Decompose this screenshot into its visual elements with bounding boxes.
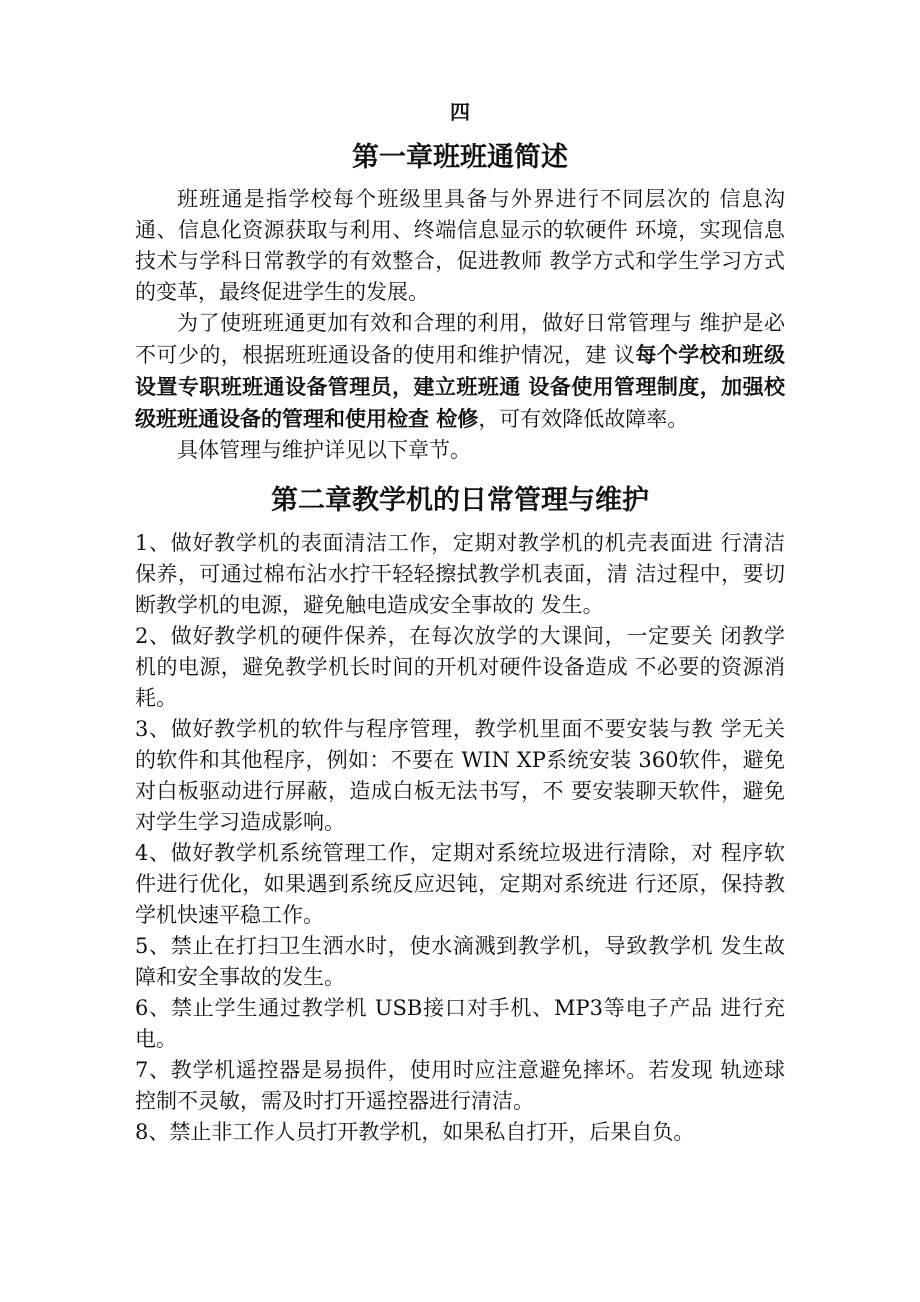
chapter-2-body [135, 528, 785, 1148]
chapter-1-body [135, 184, 785, 466]
paragraph-2-start: 为了使班班通更加有效和合理的利用，做好日常管理与 维护是必不可少的，根据班班通设备的使用和维护情况，建 议 [135, 311, 785, 367]
paragraph-2-bold-recommendation: 每个学校和班级设置专职班班通设备管理员，建立班班通 设备使用管理制度，加强校级班班通设备的管理和使用检查 检修 [135, 342, 785, 431]
chapter-1-paragraph-3: 具体管理与维护详见以下章节。 [177, 438, 471, 462]
list-item: 3、做好教学机的软件与程序管理，教学机里面不要安装与教 学无关的软件和其他程序，例如：不要在 WIN XP系统安装 360软件，避免对白板驱动进行屏蔽，造成白板无法书写，不 要安装聊天软件，避免对学生学习造成影响。 [135, 717, 785, 834]
chapter-1-paragraph-1: 班班通是指学校每个班级里具备与外界进行不同层次的 信息沟通、信息化资源获取与利用、终端信息显示的软硬件 环境，实现信息技术与学科日常教学的有效整合，促进教师 教学方式和学生学习方式的变革，最终促进学生的发展。 [135, 187, 785, 304]
header-mark: 四 [450, 100, 470, 124]
list-item: 7、教学机遥控器是易损件，使用时应注意避免摔坏。若发现 轨迹球控制不灵敏，需及时打开遥控器进行清洁。 [135, 1058, 785, 1113]
list-item: 4、做好教学机系统管理工作，定期对系统垃圾进行清除，对 程序软件进行优化，如果遇到系统反应迟钝，定期对系统进 行还原，保持教学机快速平稳工作。 [135, 841, 785, 927]
chapter-1-paragraph-2 [135, 308, 785, 435]
list-item: 6、禁止学生通过教学机 USB接口对手机、MP3等电子产品 进行充电。 [135, 996, 785, 1051]
list-item: 2、做好教学机的硬件保养，在每次放学的大课间，一定要关 闭教学机的电源，避免教学机长时间的开机对硬件设备造成 不必要的资源消耗。 [135, 624, 785, 710]
chapter-1-title: 第一章班班通简述 [352, 142, 568, 173]
list-item: 5、禁止在打扫卫生洒水时，使水滴溅到教学机，导致教学机 发生故障和安全事故的发生。 [135, 934, 785, 989]
list-item: 1、做好教学机的表面清洁工作，定期对教学机的机壳表面进 行清洁保养，可通过棉布沾水拧干轻轻擦拭教学机表面，清 洁过程中，要切断教学机的电源，避免触电造成安全事故的 发生。 [135, 531, 785, 617]
paragraph-2-end: ，可有效降低故障率。 [478, 407, 689, 431]
list-item: 8、禁止非工作人员打开教学机，如果私自打开，后果自负。 [135, 1120, 695, 1144]
chapter-2-title: 第二章教学机的日常管理与维护 [271, 485, 649, 516]
